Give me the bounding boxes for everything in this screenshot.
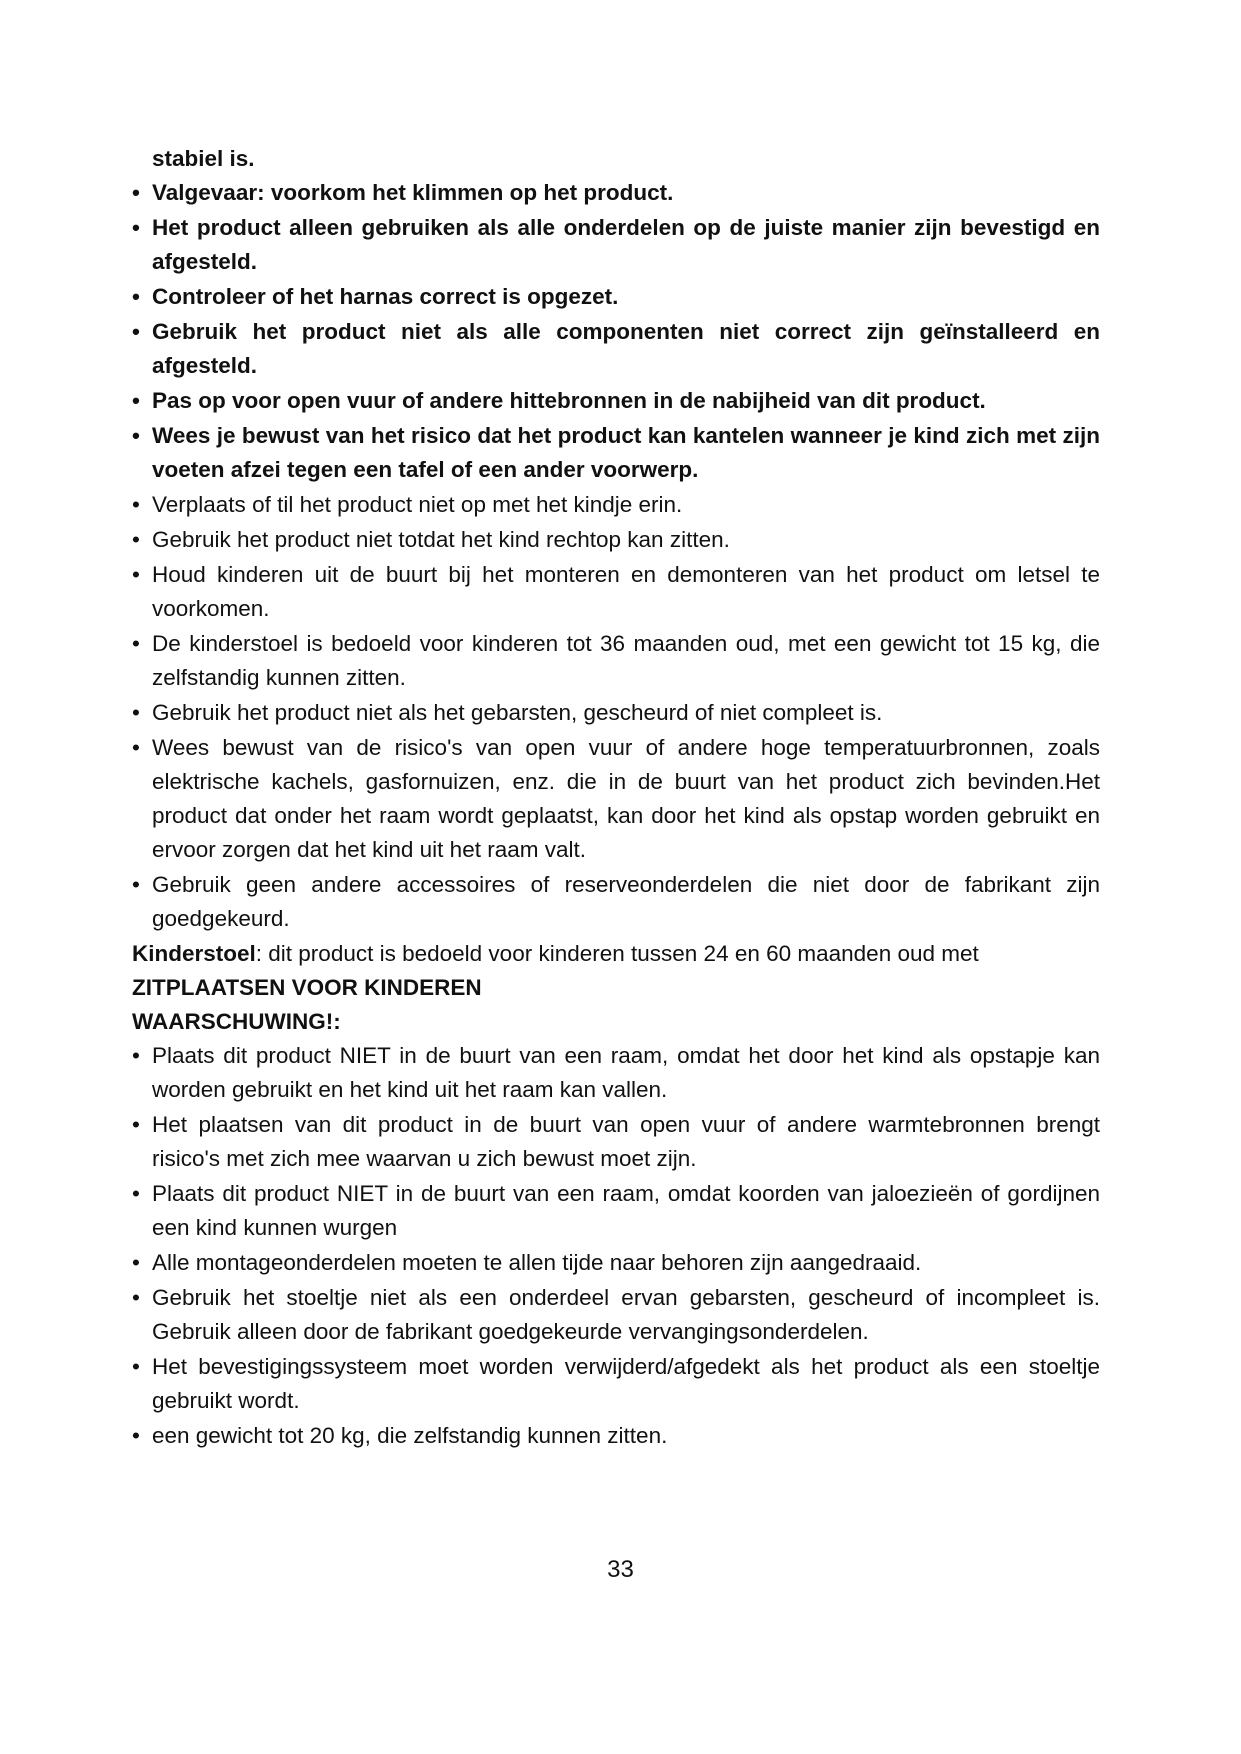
- list-item: • De kinderstoel is bedoeld voor kinderen tot 36 maanden oud, met een gewicht tot 15 kg, die zelfstandig kunnen zitten.: [132, 627, 1100, 695]
- bullet-icon: •: [132, 872, 140, 897]
- list-item: • Plaats dit product NIET in de buurt van een raam, omdat het door het kind als opstapje kan worden gebruikt en het kind uit het raam kan vallen.: [132, 1039, 1100, 1107]
- bold-bullet-list: [132, 176, 1100, 487]
- list-item: • Het plaatsen van dit product in de buurt van open vuur of andere warmtebronnen brengt risico's met zich mee waarvan u zich bewust moet zijn.: [132, 1108, 1100, 1176]
- regular-bullet-list: [132, 488, 1100, 936]
- list-item: • Wees bewust van de risico's van open vuur of andere hoge temperatuurbronnen, zoals elektrische kachels, gasfornuizen, enz. die in de buurt van het product zich bevinden.Het product dat onder het raam wordt geplaatst, kan door het kind als opstap worden gebruikt en ervoor zorgen dat het kind uit het raam valt.: [132, 731, 1100, 867]
- list-item: • Controleer of het harnas correct is opgezet.: [132, 280, 1100, 314]
- list-item: • Houd kinderen uit de buurt bij het monteren en demonteren van het product om letsel te voorkomen.: [132, 558, 1100, 626]
- list-item: • Gebruik het stoeltje niet als een onderdeel ervan gebarsten, gescheurd of incompleet is. Gebruik alleen door de fabrikant goedgekeurde vervangingsonderdelen.: [132, 1281, 1100, 1349]
- list-item: • Gebruik het product niet totdat het kind rechtop kan zitten.: [132, 523, 1100, 557]
- warning-bullet-list: [132, 1039, 1100, 1453]
- bullet-icon: •: [132, 562, 140, 587]
- list-item: • Verplaats of til het product niet op met het kindje erin.: [132, 488, 1100, 522]
- bullet-icon: •: [132, 527, 140, 552]
- list-item: • Gebruik het product niet als alle componenten niet correct zijn geïnstalleerd en afgesteld.: [132, 315, 1100, 383]
- list-item: • Gebruik het product niet als het gebarsten, gescheurd of niet compleet is.: [132, 696, 1100, 730]
- list-item: • Het product alleen gebruiken als alle onderdelen op de juiste manier zijn bevestigd en afgesteld.: [132, 211, 1100, 279]
- bullet-icon: •: [132, 1354, 140, 1379]
- bullet-icon: •: [132, 1250, 140, 1275]
- bullet-icon: •: [132, 1043, 140, 1068]
- bullet-icon: •: [132, 388, 140, 413]
- list-item: • Het bevestigingssysteem moet worden verwijderd/afgedekt als het product als een stoeltje gebruikt wordt.: [132, 1350, 1100, 1418]
- bullet-icon: •: [132, 180, 140, 205]
- bullet-icon: •: [132, 700, 140, 725]
- list-item: • Pas op voor open vuur of andere hittebronnen in de nabijheid van dit product.: [132, 384, 1100, 418]
- continuation-text: stabiel is.: [152, 146, 255, 171]
- list-item: • Valgevaar: voorkom het klimmen op het product.: [132, 176, 1100, 210]
- kinderstoel-text: : dit product is bedoeld voor kinderen tussen 24 en 60 maanden oud met: [255, 941, 979, 966]
- bullet-icon: •: [132, 215, 140, 240]
- bullet-icon: •: [132, 319, 140, 344]
- list-item: • Plaats dit product NIET in de buurt van een raam, omdat koorden van jaloezieën of gordijnen een kind kunnen wurgen: [132, 1177, 1100, 1245]
- list-item: • Alle montageonderdelen moeten te allen tijde naar behoren zijn aangedraaid.: [132, 1246, 1100, 1280]
- page-number: 33: [607, 1556, 634, 1583]
- page-content: [132, 142, 1100, 1454]
- seating-heading: ZITPLAATSEN VOOR KINDEREN: [132, 975, 482, 1000]
- bullet-icon: •: [132, 1285, 140, 1310]
- list-item: • Wees je bewust van het risico dat het product kan kantelen wanneer je kind zich met zijn voeten afzei tegen een tafel of een ander voorwerp.: [132, 419, 1100, 487]
- list-item: • een gewicht tot 20 kg, die zelfstandig kunnen zitten.: [132, 1419, 1100, 1453]
- bullet-icon: •: [132, 423, 140, 448]
- list-item: • Gebruik geen andere accessoires of reserveonderdelen die niet door de fabrikant zijn goedgekeurd.: [132, 868, 1100, 936]
- bullet-icon: •: [132, 1181, 140, 1206]
- bullet-icon: •: [132, 284, 140, 309]
- bullet-icon: •: [132, 735, 140, 760]
- kinderstoel-label: Kinderstoel: [132, 941, 256, 966]
- warning-heading: WAARSCHUWING!:: [132, 1009, 341, 1034]
- bullet-icon: •: [132, 631, 140, 656]
- kinderstoel-paragraph: [132, 937, 1100, 971]
- bullet-icon: •: [132, 1112, 140, 1137]
- bullet-icon: •: [132, 492, 140, 517]
- bullet-icon: •: [132, 1423, 140, 1448]
